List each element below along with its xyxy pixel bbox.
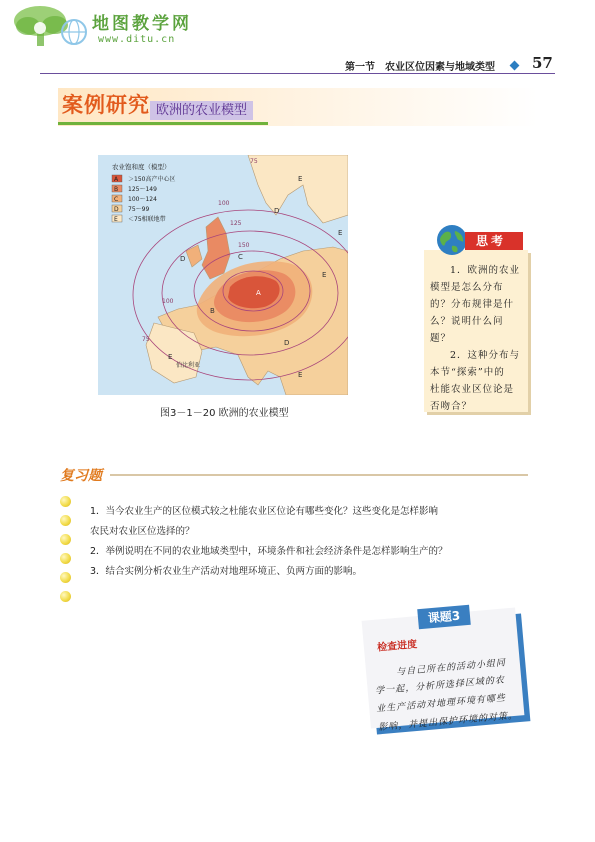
think-line: 模型是怎么分布 (430, 282, 504, 293)
case-study-label: 案例研究 (62, 92, 150, 117)
think-line: 题？ (430, 333, 452, 344)
isoline-label-150: 150 (238, 242, 250, 249)
map-label: D (284, 339, 290, 347)
running-header: 第一节 农业区位因素与地域类型 (345, 62, 495, 73)
review-question-line: 3．结合实例分析农业生产活动对地理环境正、负两方面的影响。 (90, 566, 363, 577)
review-title: 复习题 (60, 468, 102, 484)
think-line: 否吻合？ (430, 401, 473, 412)
svg-text:A: A (114, 176, 119, 183)
svg-text:75～99: 75～99 (128, 206, 150, 213)
legend-item-c (112, 195, 157, 203)
think-line: 么？说明什么问 (430, 316, 504, 327)
map-inset-label: 伯比利亚 (176, 362, 201, 369)
think-title: 思考 (476, 234, 507, 248)
legend-item-e (112, 215, 166, 223)
review-question-line: 农民对农业区位选择的？ (90, 526, 195, 537)
bullet-icon (60, 515, 71, 526)
review-question-line: 2．举例说明在不同的农业地域类型中，环境条件和社会经济条件是怎样影响生产的？ (90, 546, 448, 557)
isoline-label-125: 125 (230, 220, 242, 227)
svg-text:C: C (114, 196, 119, 203)
map-label: E (322, 271, 327, 279)
svg-text:E: E (114, 216, 118, 223)
review-rule (110, 474, 528, 476)
think-line: 本节“探索”中的 (430, 367, 505, 378)
project-line: 与自己所在的活动小组同 (395, 658, 507, 678)
isoline-label-100-west: 100 (162, 298, 174, 305)
legend-item-b (112, 185, 157, 193)
legend-item-d (112, 205, 149, 213)
project-line: 学一起，分析所选择区域的农 (374, 675, 506, 697)
svg-text:＜75相联地带: ＜75相联地带 (128, 216, 166, 223)
isoline-label-75-west: 75 (142, 336, 150, 343)
case-study-underline (58, 122, 268, 125)
map-label: D (180, 255, 186, 263)
map-label: E (298, 175, 303, 183)
map-label: C (238, 253, 243, 261)
figure-caption: 图3－1－20 欧洲的农业模型 (160, 408, 289, 419)
svg-text:125～149: 125～149 (128, 186, 157, 193)
think-line: 2．这种分布与 (450, 350, 521, 361)
svg-text:100～124: 100～124 (128, 196, 157, 203)
legend-item-a (112, 175, 175, 183)
case-study-title: 欧洲的农业模型 (150, 101, 253, 120)
europe-agriculture-map (98, 155, 348, 395)
globe-icon (436, 224, 468, 256)
header-rule (40, 73, 555, 74)
think-line: 的？分布规律是什 (430, 299, 515, 310)
map-label: D (274, 207, 280, 215)
isoline-label-100: 100 (218, 200, 230, 207)
bullet-icon (60, 591, 71, 602)
review-question-line: 1．当今农业生产的区位模式较之杜能农业区位论有哪些变化？这些变化是怎样影响 (90, 506, 439, 517)
map-label: E (168, 353, 173, 361)
project-line: 影响，并提出保护环境的对策。 (377, 710, 519, 734)
diamond-icon (510, 61, 520, 71)
bullet-icon (60, 553, 71, 564)
page-number: 57 (532, 54, 553, 72)
map-label: E (338, 229, 343, 237)
project-line: 业生产活动对地理环境有哪些 (375, 693, 507, 715)
map-label: A (256, 289, 261, 297)
svg-text:D: D (114, 206, 119, 213)
watermark-site-name: 地图教学网 (92, 14, 192, 34)
think-line: 1．欧洲的农业 (450, 265, 521, 276)
think-line: 杜能农业区位论是 (430, 384, 515, 395)
svg-text:B: B (114, 186, 119, 193)
map-label: E (298, 371, 303, 379)
bullet-icon (60, 534, 71, 545)
bullet-icon (60, 496, 71, 507)
map-label: B (210, 307, 215, 315)
tree-logo-icon (10, 4, 88, 54)
watermark-url: www.ditu.cn (98, 34, 176, 45)
project-heading: 检查进度 (376, 639, 418, 654)
legend-title: 农业饱和度（模型） (112, 163, 171, 171)
bullet-icon (60, 572, 71, 583)
isoline-label-75: 75 (250, 158, 258, 165)
project-tag-label: 课题3 (427, 608, 461, 626)
svg-text:＞150高产中心区: ＞150高产中心区 (128, 176, 176, 183)
